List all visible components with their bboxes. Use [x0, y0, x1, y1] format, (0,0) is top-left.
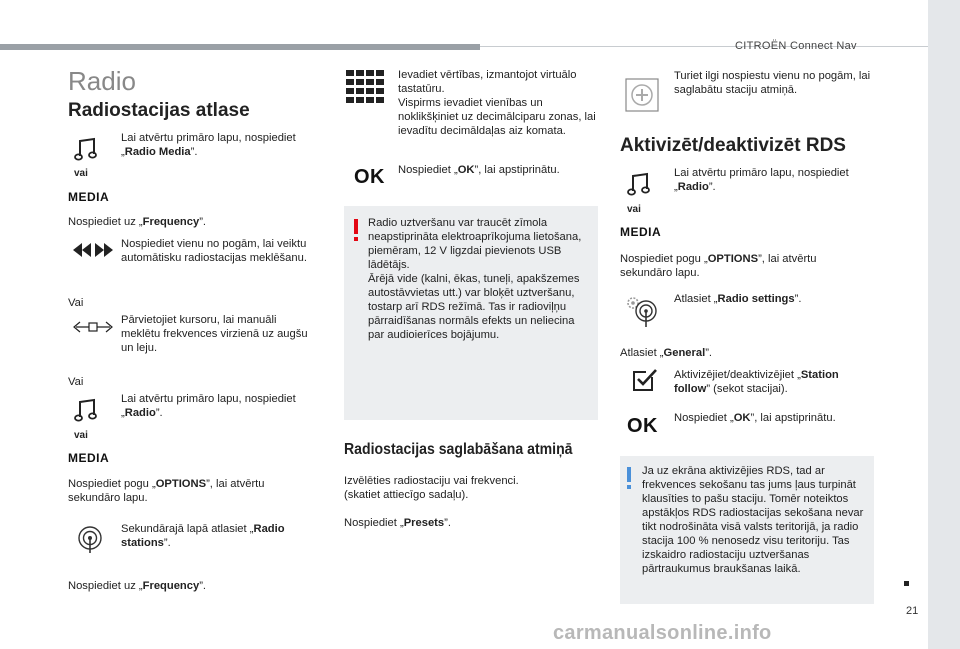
- checkbox-checked-icon: [632, 368, 658, 392]
- instruction-open-radio: Lai atvērtu primāro lapu, nospiediet „Radio”.: [674, 167, 849, 193]
- page-sidebar: [928, 0, 960, 649]
- instruction-ok: Nospiediet „OK”, lai apstiprinātu.: [398, 164, 560, 176]
- continue-mark: [904, 581, 909, 586]
- info-icon: [627, 467, 631, 482]
- instruction-frequency: Nospiediet uz „Frequency”.: [68, 216, 207, 228]
- seek-arrows-icon: [72, 240, 114, 260]
- heading-save-station: Radiostacijas saglabāšana atmiņā: [344, 441, 573, 458]
- header-bar: [0, 44, 480, 50]
- slider-arrows-icon: [72, 320, 114, 334]
- warning-text: Radio uztveršanu var traucēt zīmola neapstiprināta elektroaprīkojuma lietošana, piemēram, 12 V ligzdai pievienots USB lādētājs. Ārējā vide (kalni, ēkas, tuneļi, apakšzemes autostāvvietas utt.) var bloķēt uztveršanu, tostarp arī RDS režīmā. Tas ir radioviļņu pārraidīšanas normāls efekts un neliecina par audioierīces bojājumu.: [368, 217, 582, 341]
- media-label: MEDIA: [68, 190, 110, 204]
- brand-title: CITROËN Connect Nav: [735, 40, 857, 52]
- radio-antenna-icon: [76, 526, 104, 554]
- instruction-options: Nospiediet pogu „OPTIONS”, lai atvērtu sekundāro lapu.: [68, 478, 265, 504]
- add-preset-icon: [625, 78, 659, 112]
- page-number: 21: [906, 605, 919, 617]
- warning-icon: [354, 219, 358, 234]
- select-instruction: Izvēlēties radiostaciju vai frekvenci. (skatiet attiecīgo sadaļu).: [344, 475, 519, 501]
- keypad-icon: [346, 70, 386, 104]
- icon-caption: vai: [627, 204, 641, 215]
- slider-instruction: Pārvietojiet kursoru, lai manuāli meklētu frekvences virzienā uz augšu un leju.: [121, 314, 308, 354]
- section-title: Radio: [68, 66, 136, 96]
- header-rule: [480, 46, 928, 47]
- instruction-presets: Nospiediet „Presets”.: [344, 517, 451, 529]
- heading-station-select: Radiostacijas atlase: [68, 100, 250, 121]
- instruction-ok: Nospiediet „OK”, lai apstiprinātu.: [674, 412, 836, 424]
- media-label: MEDIA: [620, 225, 662, 239]
- instruction-open-radio-media: Lai atvērtu primāro lapu, nospiediet „Radio Media”.: [121, 132, 296, 158]
- instruction-radio-settings: Atlasiet „Radio settings”.: [674, 293, 802, 305]
- heading-rds: Aktivizēt/deaktivizēt RDS: [620, 135, 846, 156]
- music-note-icon: [627, 172, 653, 198]
- instruction-open-radio: Lai atvērtu primāro lapu, nospiediet „Radio”.: [121, 393, 296, 419]
- info-icon-dot: [627, 485, 631, 489]
- instruction-station-follow: Aktivizējiet/deaktivizējiet „Station follow” (sekot stacijai).: [674, 369, 839, 395]
- keypad-instruction: Ievadiet vērtības, izmantojot virtuālo tastatūru. Vispirms ievadiet vienības un noklikšķiniet uz decimālciparu zonas, lai ievadītu decimāldaļas aiz komata.: [398, 69, 596, 137]
- watermark: carmanualsonline.info: [553, 622, 772, 644]
- seek-instruction: Nospiediet vienu no pogām, lai veiktu automātisku radiostacijas meklēšanu.: [121, 238, 307, 264]
- ok-label: OK: [354, 166, 385, 188]
- warning-icon-dot: [354, 237, 358, 241]
- info-text: Ja uz ekrāna aktivizējies RDS, tad ar frekvences sekošanu tas jums ļaus turpināt klausīties to pašu staciju. Tomēr noteiktos apstākļos RDS radiostacijas sekošana nevar tikt nodrošināta visā valsts teritorijā, ja radio stacija 100 % nenosedz visu teritoriju. Tas izskaidro radiostaciju uztveršanas pārtraukumus braukšanas laikā.: [642, 465, 864, 575]
- icon-caption: vai: [74, 430, 88, 441]
- music-note-icon: [74, 137, 100, 163]
- instruction-frequency: Nospiediet uz „Frequency”.: [68, 580, 207, 592]
- instruction-general: Atlasiet „General”.: [620, 347, 713, 359]
- icon-caption: vai: [74, 168, 88, 179]
- ok-label: OK: [627, 415, 658, 437]
- instruction-options: Nospiediet pogu „OPTIONS”, lai atvērtu sekundāro lapu.: [620, 253, 817, 279]
- save-preset-instruction: Turiet ilgi nospiestu vienu no pogām, lai saglabātu staciju atmiņā.: [674, 70, 871, 96]
- music-note-icon: [74, 398, 100, 424]
- radio-settings-icon: [626, 296, 660, 328]
- instruction-radio-stations: Sekundārajā lapā atlasiet „Radio stations”.: [121, 523, 285, 549]
- or-label: Vai: [68, 376, 84, 388]
- or-label: Vai: [68, 297, 84, 309]
- media-label: MEDIA: [68, 451, 110, 465]
